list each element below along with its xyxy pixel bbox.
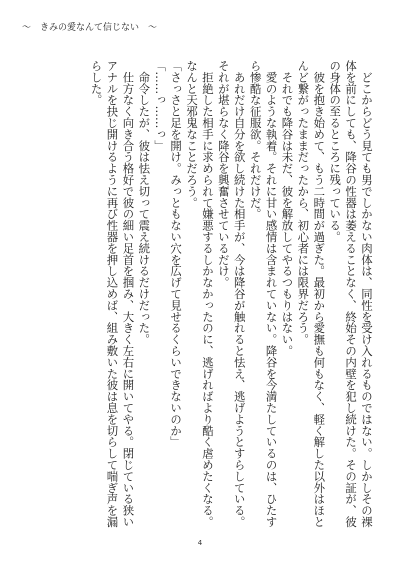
body-text xyxy=(24,60,374,528)
paragraph: あれだけ自分を欲し続けた相手が、今は降谷が触れると怯え、逃げようとすらしている。それが堪らなく降谷を興奮させているだけ。 xyxy=(216,60,247,528)
paragraph: 命令したが、彼は怯え切って震え続けるだけだった。 xyxy=(137,60,152,345)
page-number: 4 xyxy=(197,539,203,547)
dialogue: 「……っ……っ」 xyxy=(153,60,168,152)
paragraph: 愛のような執着。それに甘い感情は含まれていない。降谷を今満たしているのは、ひたすら惨酷な征服欲。それだけだ。 xyxy=(248,60,279,528)
paragraph: 拒絶した相手に求められて嫌悪するしかなかったのに、逃げればより酷く虐めたくなる。なんと天邪鬼なことだろう。 xyxy=(185,60,215,528)
paragraph: どこからどう見ても男でしかない肉体は、同性を受け入れるものではない。しかしその裸体を前にしても、降谷の性器は萎えることなく、終始その内壁を犯し続けた。その証が、彼の身体の至るところに残っている。 xyxy=(328,60,374,528)
paragraph: 仕方なく向き合う格好で彼の細い足首を掴み、大きく左右に開いてやる。閉じている狭いアナルを抉じ開けるように再び性器を押し込めば、組み敷いた彼は息を切らして喘ぎ声を漏らした。 xyxy=(89,60,136,528)
paragraph: それでも降谷は未だ、彼を解放してやるつもりはない。 xyxy=(280,60,295,357)
running-head: ～ きみの愛なんて信じない ～ xyxy=(22,23,158,33)
paragraph: 彼を抱き始めて、もう二時間が過ぎた。最初から愛撫も何もなく、軽く解した以外はほとんど繋がったままだったから、初心者には限界だろう。 xyxy=(296,60,327,528)
dialogue: 「さっさと足を開け。みっともない穴を広げて見せるくらいできないのか」 xyxy=(169,60,184,448)
